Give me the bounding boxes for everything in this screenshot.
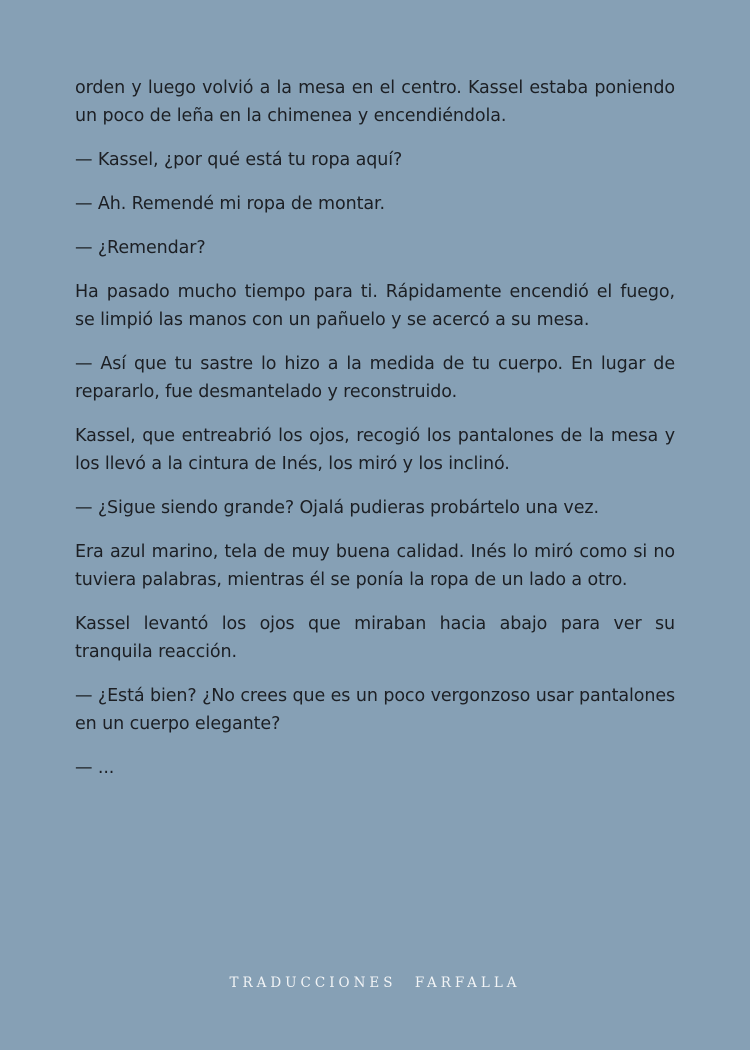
paragraph: — ¿Sigue siendo grande? Ojalá pudieras probártelo una vez. — [75, 498, 599, 518]
paragraph: — Así que tu sastre lo hizo a la medida de tu cuerpo. En lugar de repararlo, fue desmantelado y reconstruido. — [75, 354, 675, 402]
paragraph: — ... — [75, 758, 115, 778]
paragraph: — Kassel, ¿por qué está tu ropa aquí? — [75, 150, 403, 170]
paragraph: Ha pasado mucho tiempo para ti. Rápidamente encendió el fuego, se limpió las manos con un pañuelo y se acercó a su mesa. — [75, 282, 675, 330]
paragraph: Kassel levantó los ojos que miraban hacia abajo para ver su tranquila reacción. — [75, 614, 675, 662]
paragraph: — ¿Está bien? ¿No crees que es un poco vergonzoso usar pantalones en un cuerpo elegante? — [75, 686, 675, 734]
paragraph: — Ah. Remendé mi ropa de montar. — [75, 194, 385, 214]
paragraph: orden y luego volvió a la mesa en el centro. Kassel estaba poniendo un poco de leña en la chimenea y encendiéndola. — [75, 78, 675, 126]
paragraph: — ¿Remendar? — [75, 238, 206, 258]
paragraph: Era azul marino, tela de muy buena calidad. Inés lo miró como si no tuviera palabras, mientras él se ponía la ropa de un lado a otro. — [75, 542, 675, 590]
page-body — [75, 74, 675, 798]
paragraph: Kassel, que entreabrió los ojos, recogió los pantalones de la mesa y los llevó a la cintura de Inés, los miró y los inclinó. — [75, 426, 675, 474]
footer-credit: TRADUCCIONES FARFALLA — [229, 975, 521, 991]
